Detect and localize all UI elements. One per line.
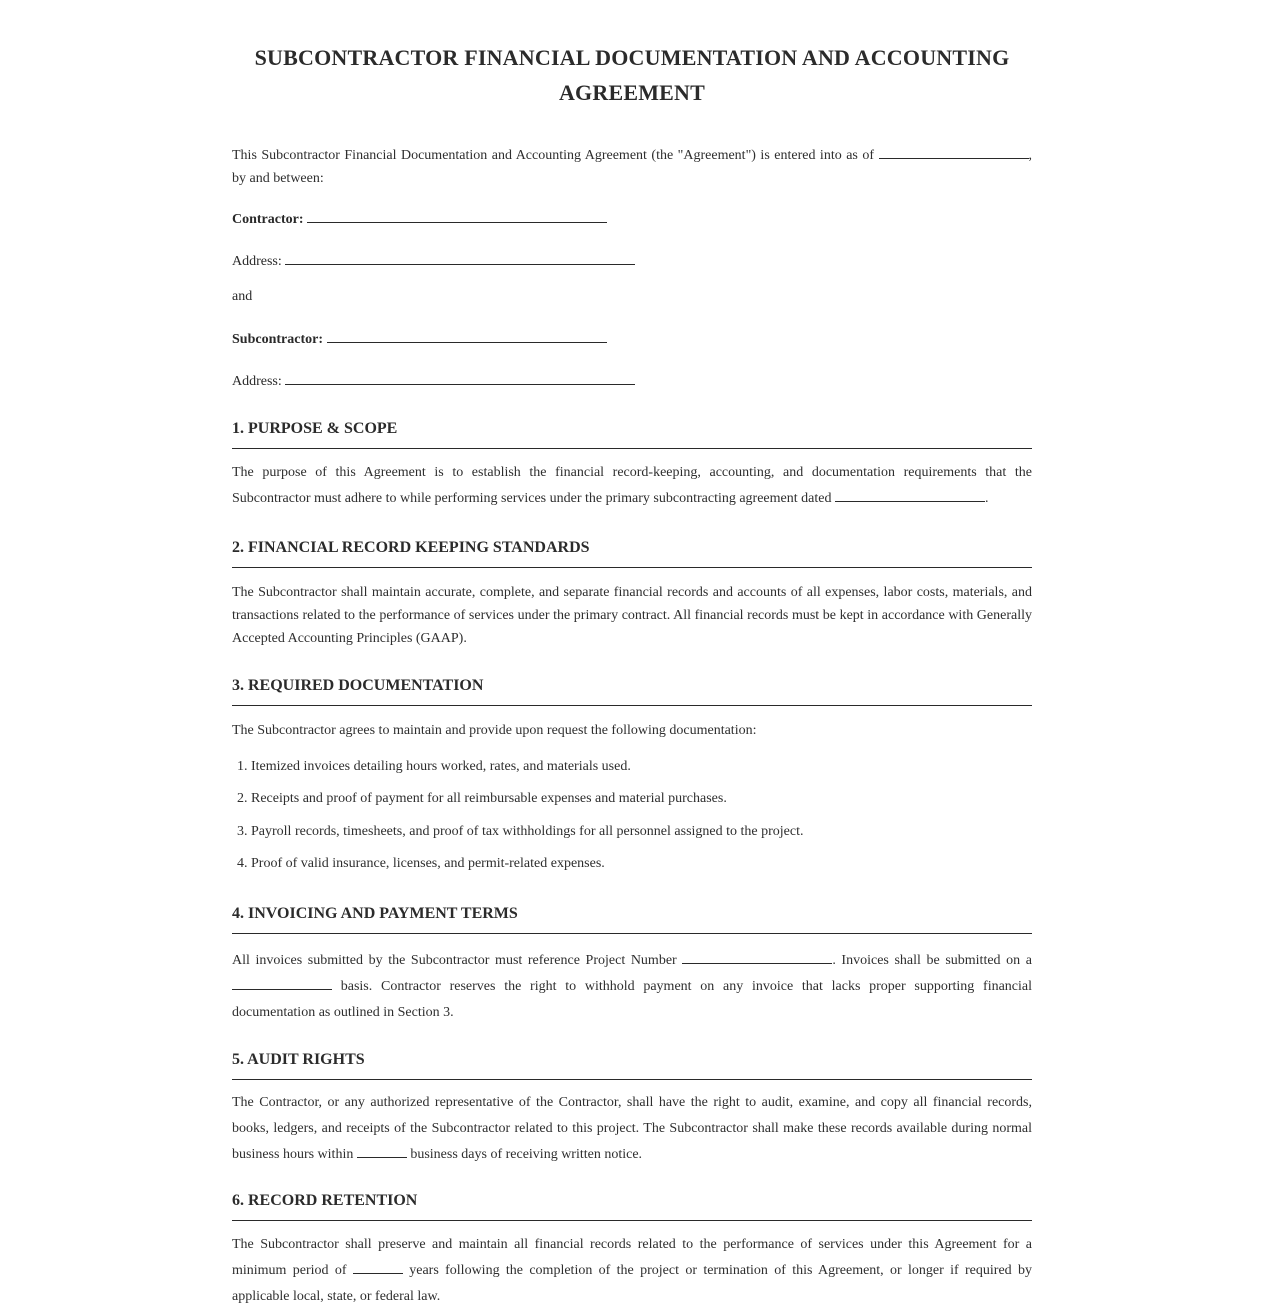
- subcontractor-address-label: Address:: [232, 374, 282, 389]
- section-3-paragraph: The Subcontractor agrees to maintain and provide upon request the following documentation:: [232, 723, 757, 738]
- primary-agreement-date-blank[interactable]: [835, 487, 985, 502]
- agreement-document: [232, 0, 1033, 1304]
- subcontractor-address-blank[interactable]: [285, 370, 635, 385]
- audit-notice-days-blank[interactable]: [357, 1143, 407, 1158]
- list-item: 4. Proof of valid insurance, licenses, and permit-related expenses.: [251, 854, 803, 874]
- and-text: and: [232, 289, 253, 304]
- retention-years-blank[interactable]: [353, 1259, 403, 1274]
- project-number-blank[interactable]: [682, 949, 832, 964]
- contractor-field: [232, 208, 607, 230]
- section-2-paragraph: The Subcontractor shall maintain accurate, complete, and separate financial records and accounts of all expenses, labor costs, materials, and transactions related to the performance of services under the primary contract. All financial records must be kept in accordance with Generally Accepted Accounting Principles (GAAP).: [232, 585, 1032, 646]
- subcontractor-address-field: [232, 370, 635, 392]
- section-4-heading: 4. INVOICING AND PAYMENT TERMS: [232, 903, 1032, 934]
- section-2-heading: 2. FINANCIAL RECORD KEEPING STANDARDS: [232, 537, 1032, 568]
- intro-text-after: , by and between:: [232, 148, 1033, 186]
- contractor-address-label: Address:: [232, 254, 282, 269]
- list-item: 3. Payroll records, timesheets, and proof of tax withholdings for all personnel assigned to the project.: [251, 822, 803, 842]
- required-documentation-list: [232, 757, 803, 886]
- section-6-text-2: years following the completion of the project or termination of this Agreement, or longer if required by applicable local, state, or federal law.: [232, 1263, 1032, 1304]
- section-3-heading: 3. REQUIRED DOCUMENTATION: [232, 675, 1032, 706]
- subcontractor-name-blank[interactable]: [327, 328, 607, 343]
- contractor-address-field: [232, 250, 635, 272]
- section-4-text-3: basis. Contractor reserves the right to withhold payment on any invoice that lacks proper supporting financial documentation as outlined in Section 3.: [232, 979, 1033, 1020]
- subcontractor-field: [232, 328, 607, 350]
- section-4-text-1: All invoices submitted by the Subcontractor must reference Project Number: [232, 953, 677, 968]
- section-1-text: The purpose of this Agreement is to establish the financial record-keeping, accounting, and documentation requirements that the Subcontractor must adhere to while performing services under the primary subcontracting agreement dated: [232, 465, 1032, 506]
- section-5-paragraph: [232, 1090, 1032, 1168]
- section-1-text-after: .: [984, 491, 989, 506]
- section-1-paragraph: [232, 460, 1032, 512]
- section-1-heading: 1. PURPOSE & SCOPE: [232, 418, 1032, 449]
- contractor-label: Contractor:: [232, 212, 304, 227]
- section-5-text-2: business days of receiving written notice.: [410, 1147, 643, 1162]
- contractor-name-blank[interactable]: [307, 208, 607, 223]
- section-4-paragraph: [232, 948, 1032, 1026]
- section-6-text-1: The Subcontractor shall preserve and maintain all financial records related to the performance of services under this Agreement for a minimum period of: [232, 1237, 1032, 1278]
- intro-text: This Subcontractor Financial Documentation and Accounting Agreement (the "Agreement") is entered into as of: [232, 148, 875, 163]
- section-4-text-2: . Invoices shall be submitted on a: [832, 953, 1032, 968]
- subcontractor-label: Subcontractor:: [232, 332, 323, 347]
- section-5-heading: 5. AUDIT RIGHTS: [232, 1049, 1032, 1080]
- intro-paragraph: [232, 144, 1032, 190]
- contractor-address-blank[interactable]: [285, 250, 635, 265]
- effective-date-blank[interactable]: [879, 144, 1029, 159]
- section-6-paragraph: [232, 1232, 1032, 1310]
- list-item: 2. Receipts and proof of payment for all reimbursable expenses and material purchases.: [251, 789, 803, 809]
- document-title: SUBCONTRACTOR FINANCIAL DOCUMENTATION AND ACCOUNTING AGREEMENT: [254, 45, 1010, 105]
- list-item: 1. Itemized invoices detailing hours worked, rates, and materials used.: [251, 757, 803, 777]
- invoice-frequency-blank[interactable]: [232, 975, 332, 990]
- section-5-text-1: The Contractor, or any authorized representative of the Contractor, shall have the right to audit, examine, and copy all financial records, books, ledgers, and receipts of the Subcontractor related to this project. The Subcontractor shall make these records available during normal business hours within: [232, 1095, 1032, 1162]
- section-6-heading: 6. RECORD RETENTION: [232, 1190, 1032, 1221]
